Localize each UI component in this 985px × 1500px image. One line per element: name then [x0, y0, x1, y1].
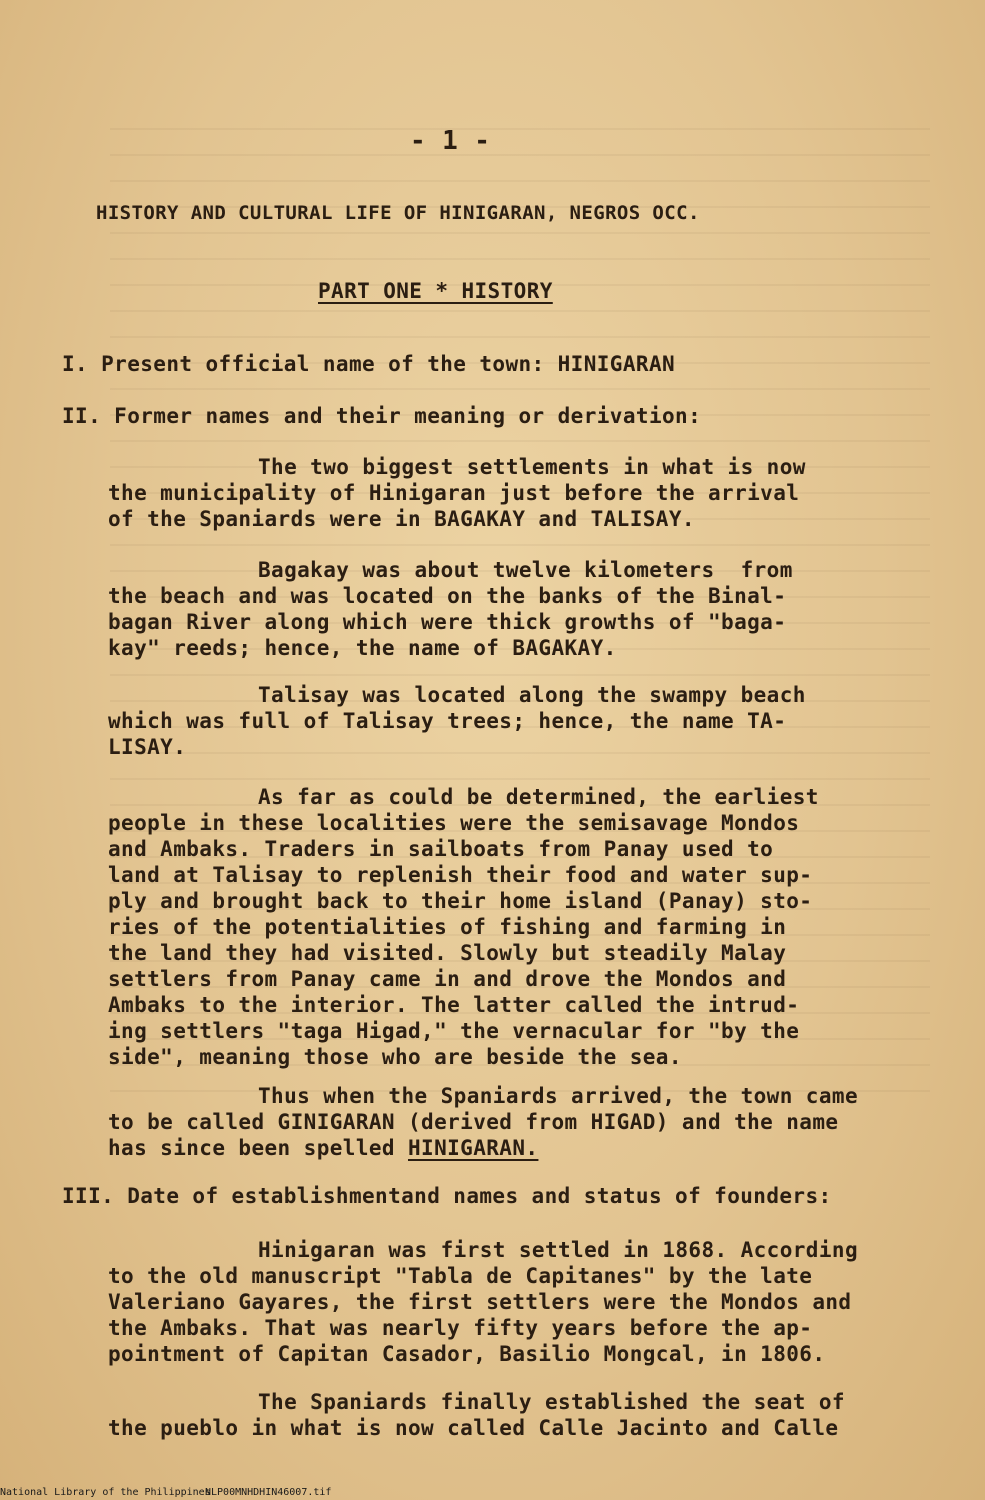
footer-file-id: NLP00MNHDHIN46007.tif	[205, 1487, 332, 1498]
paragraph-line: Bagakay was about twelve kilometers from	[258, 558, 793, 582]
part-heading: PART ONE * HISTORY	[318, 279, 553, 303]
paragraph-line: to be called GINIGARAN (derived from HIGAD) and the name	[108, 1110, 839, 1134]
paragraph-line: The two biggest settlements in what is now	[258, 455, 806, 479]
paragraph-line: Ambaks to the interior. The latter called the intrud-	[108, 993, 800, 1017]
paragraph-line: ing settlers "taga Higad," the vernacular for "by the	[108, 1019, 800, 1043]
document-title: HISTORY AND CULTURAL LIFE OF HINIGARAN, NEGROS OCC.	[96, 202, 700, 224]
paragraph-line: side", meaning those who are beside the sea.	[108, 1045, 682, 1069]
paragraph-line: Hinigaran was first settled in 1868. According	[258, 1238, 858, 1262]
paragraph-line: land at Talisay to replenish their food and water sup-	[108, 863, 813, 887]
paragraph-line: LISAY.	[108, 735, 187, 759]
paragraph-line: of the Spaniards were in BAGAKAY and TALISAY.	[108, 507, 695, 531]
paragraph-line: and Ambaks. Traders in sailboats from Panay used to	[108, 837, 774, 861]
paragraph-line: the municipality of Hinigaran just before the arrival	[108, 481, 800, 505]
paragraph-line: the Ambaks. That was nearly fifty years before the ap-	[108, 1316, 813, 1340]
paragraph-line: to the old manuscript "Tabla de Capitanes" by the late	[108, 1264, 813, 1288]
paragraph-line: settlers from Panay came in and drove the Mondos and	[108, 967, 787, 991]
page-number: - 1 -	[410, 126, 491, 156]
section-3-heading: III. Date of establishmentand names and status of founders:	[62, 1184, 832, 1208]
paragraph-line: which was full of Talisay trees; hence, the name TA-	[108, 709, 787, 733]
paragraph-line: people in these localities were the semisavage Mondos	[108, 811, 800, 835]
paragraph-line: the pueblo in what is now called Calle Jacinto and Calle	[108, 1416, 839, 1440]
paragraph-line: bagan River along which were thick growths of "baga-	[108, 610, 787, 634]
paragraph-line: Thus when the Spaniards arrived, the town came	[258, 1084, 858, 1108]
paragraph-line: the beach and was located on the banks of the Binal-	[108, 584, 787, 608]
paragraph-line: kay" reeds; hence, the name of BAGAKAY.	[108, 636, 617, 660]
section-1-heading: I. Present official name of the town: HINIGARAN	[62, 352, 676, 376]
paragraph-line	[108, 1135, 538, 1161]
paragraph-line: ries of the potentialities of fishing and farming in	[108, 915, 787, 939]
town-name-underlined: HINIGARAN.	[408, 1136, 539, 1160]
line-start-text: has since been spelled	[108, 1136, 408, 1160]
paragraph-line: pointment of Capitan Casador, Basilio Mongcal, in 1806.	[108, 1342, 826, 1366]
paragraph-line: Talisay was located along the swampy beach	[258, 683, 806, 707]
section-2-heading: II. Former names and their meaning or derivation:	[62, 404, 702, 428]
paragraph-line: As far as could be determined, the earliest	[258, 785, 819, 809]
paragraph-line: The Spaniards finally established the seat of	[258, 1390, 845, 1414]
footer-source: National Library of the Philippines	[0, 1487, 211, 1498]
paragraph-line: the land they had visited. Slowly but steadily Malay	[108, 941, 787, 965]
paragraph-line: Valeriano Gayares, the first settlers were the Mondos and	[108, 1290, 852, 1314]
paragraph-line: ply and brought back to their home island (Panay) sto-	[108, 889, 813, 913]
